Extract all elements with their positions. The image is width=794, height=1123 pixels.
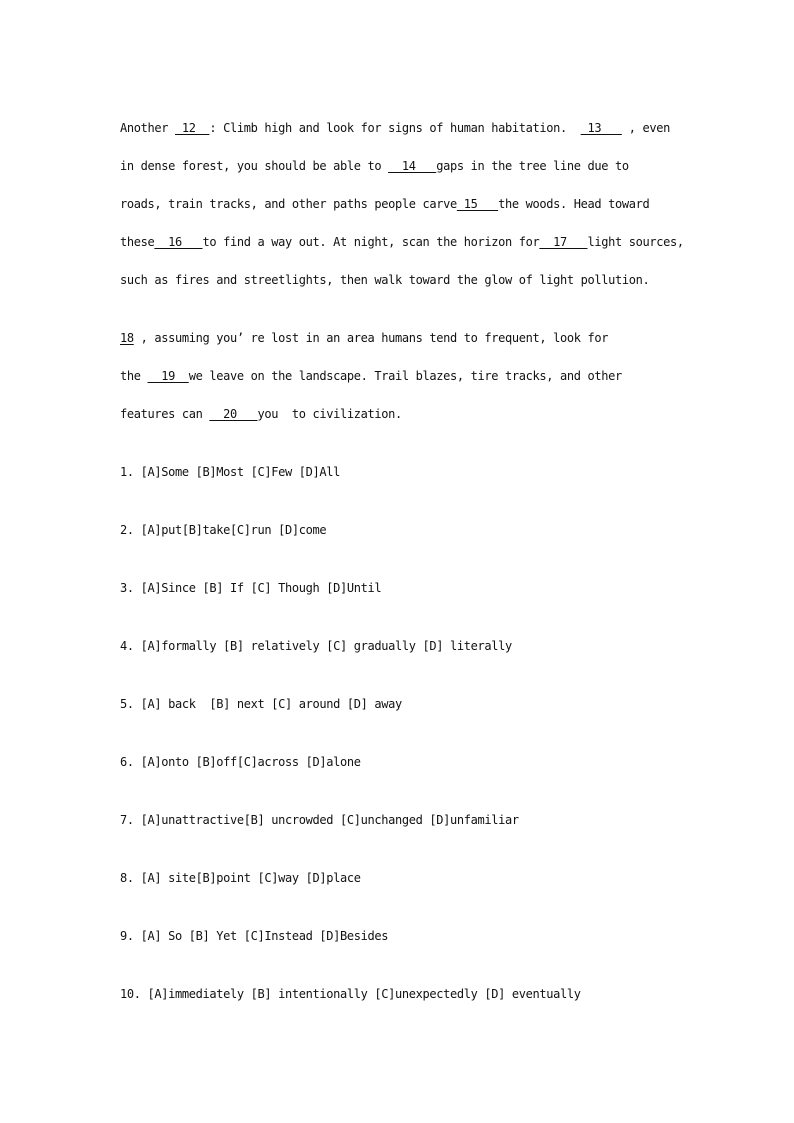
question-item: 4. [A]formally [B] relatively [C] gradually [D] literally — [120, 639, 512, 653]
question-item: 1. [A]Some [B]Most [C]Few [D]All — [120, 465, 340, 479]
question-item: 9. [A] So [B] Yet [C]Instead [D]Besides — [120, 929, 389, 943]
passage-text: Another — [120, 121, 175, 135]
passage-text: we leave on the landscape. Trail blazes, tire tracks, and other — [188, 369, 622, 383]
passage-text: light sources, — [587, 235, 684, 249]
passage-line — [120, 368, 622, 384]
passage-text: in dense forest, you should be able to — [120, 159, 389, 173]
question-item: 6. [A]onto [B]off[C]across [D]alone — [120, 755, 361, 769]
passage-line — [120, 234, 684, 250]
question-item: 8. [A] site[B]point [C]way [D]place — [120, 871, 361, 885]
passage-text: : Climb high and look for signs of human habitation. — [209, 121, 581, 135]
passage-text: you to civilization. — [257, 407, 402, 421]
blank-number: 20 — [209, 407, 258, 421]
blank-number: 19 — [147, 369, 189, 383]
passage-line — [120, 330, 608, 346]
question-item: 5. [A] back [B] next [C] around [D] away — [120, 697, 402, 711]
passage-text: features can — [120, 407, 210, 421]
question-item: 3. [A]Since [B] If [C] Though [D]Until — [120, 581, 382, 595]
question-item: 10. [A]immediately [B] intentionally [C]unexpectedly [D] eventually — [120, 987, 581, 1001]
passage-text: the — [120, 369, 148, 383]
question-item: 7. [A]unattractive[B] uncrowded [C]unchanged [D]unfamiliar — [120, 813, 519, 827]
passage-text: such as fires and streetlights, then walk toward the glow of light pollution. — [120, 273, 650, 287]
blank-number: 15 — [456, 197, 499, 211]
passage-line — [120, 406, 402, 422]
blank-number: 16 — [154, 235, 203, 249]
blank-number: 17 — [539, 235, 588, 249]
passage-text: , assuming you’ re lost in an area humans tend to frequent, look for — [133, 331, 609, 345]
passage-line — [120, 272, 649, 288]
passage-text: the woods. Head toward — [498, 197, 650, 211]
passage-text: roads, train tracks, and other paths people carve — [120, 197, 457, 211]
blank-number: 14 — [388, 159, 437, 173]
passage-line — [120, 196, 649, 212]
passage-text: , even — [621, 121, 670, 135]
passage-text: gaps in the tree line due to — [436, 159, 629, 173]
passage-line — [120, 158, 629, 174]
blank-number: 13 — [580, 121, 622, 135]
passage-text: these — [120, 235, 155, 249]
blank-number: 18 — [120, 331, 134, 345]
question-item: 2. [A]put[B]take[C]run [D]come — [120, 523, 327, 537]
passage-line — [120, 120, 670, 136]
passage-text: to find a way out. At night, scan the horizon for — [202, 235, 540, 249]
blank-number: 12 — [175, 121, 210, 135]
